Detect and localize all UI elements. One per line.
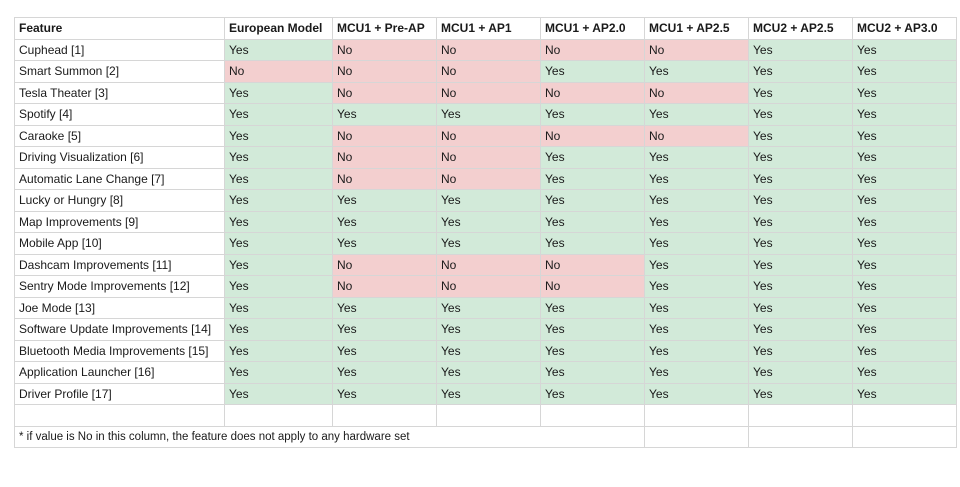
- value-cell[interactable]: Yes: [225, 362, 333, 384]
- value-cell[interactable]: Yes: [333, 383, 437, 405]
- feature-name-cell[interactable]: Smart Summon [2]: [15, 61, 225, 83]
- value-cell[interactable]: Yes: [437, 233, 541, 255]
- value-cell[interactable]: No: [437, 39, 541, 61]
- value-cell[interactable]: No: [333, 168, 437, 190]
- value-cell[interactable]: Yes: [333, 211, 437, 233]
- value-cell[interactable]: Yes: [225, 82, 333, 104]
- value-cell[interactable]: Yes: [749, 211, 853, 233]
- value-cell[interactable]: Yes: [853, 362, 957, 384]
- value-cell[interactable]: Yes: [645, 147, 749, 169]
- value-cell[interactable]: Yes: [225, 125, 333, 147]
- value-cell[interactable]: No: [333, 61, 437, 83]
- value-cell[interactable]: Yes: [225, 340, 333, 362]
- feature-name-cell[interactable]: Joe Mode [13]: [15, 297, 225, 319]
- value-cell[interactable]: Yes: [645, 254, 749, 276]
- value-cell[interactable]: Yes: [749, 61, 853, 83]
- header-mcu1-ap2-5[interactable]: MCU1 + AP2.5: [645, 18, 749, 40]
- table-row: [15, 168, 957, 190]
- value-cell[interactable]: Yes: [225, 319, 333, 341]
- blank-cell[interactable]: [645, 405, 749, 427]
- value-cell[interactable]: Yes: [749, 233, 853, 255]
- value-cell[interactable]: Yes: [541, 104, 645, 126]
- value-cell[interactable]: Yes: [541, 383, 645, 405]
- value-cell[interactable]: No: [437, 147, 541, 169]
- value-cell[interactable]: Yes: [749, 125, 853, 147]
- header-mcu2-ap3-0[interactable]: MCU2 + AP3.0: [853, 18, 957, 40]
- value-cell[interactable]: Yes: [749, 383, 853, 405]
- value-cell[interactable]: Yes: [437, 297, 541, 319]
- value-cell[interactable]: Yes: [541, 190, 645, 212]
- value-cell[interactable]: Yes: [225, 276, 333, 298]
- value-cell[interactable]: Yes: [853, 319, 957, 341]
- value-cell[interactable]: Yes: [645, 104, 749, 126]
- value-cell[interactable]: Yes: [645, 340, 749, 362]
- table-row: [15, 39, 957, 61]
- value-cell[interactable]: Yes: [437, 190, 541, 212]
- table-row: [15, 211, 957, 233]
- value-cell[interactable]: No: [333, 276, 437, 298]
- value-cell[interactable]: No: [645, 125, 749, 147]
- value-cell[interactable]: Yes: [749, 104, 853, 126]
- value-cell[interactable]: Yes: [225, 233, 333, 255]
- value-cell[interactable]: No: [541, 82, 645, 104]
- table-row: [15, 319, 957, 341]
- value-cell[interactable]: Yes: [225, 168, 333, 190]
- value-cell[interactable]: No: [333, 82, 437, 104]
- header-mcu1-pre-ap[interactable]: MCU1 + Pre-AP: [333, 18, 437, 40]
- table-row: [15, 362, 957, 384]
- table-row: [15, 233, 957, 255]
- table-row: [15, 104, 957, 126]
- value-cell[interactable]: Yes: [853, 340, 957, 362]
- value-cell[interactable]: Yes: [645, 190, 749, 212]
- feature-name-cell[interactable]: Driving Visualization [6]: [15, 147, 225, 169]
- value-cell[interactable]: No: [437, 254, 541, 276]
- feature-name-cell[interactable]: Bluetooth Media Improvements [15]: [15, 340, 225, 362]
- value-cell[interactable]: Yes: [749, 190, 853, 212]
- table-row: [15, 340, 957, 362]
- table-row: [15, 254, 957, 276]
- blank-cell[interactable]: [437, 405, 541, 427]
- table-row: [15, 125, 957, 147]
- value-cell[interactable]: Yes: [541, 362, 645, 384]
- header-european-model[interactable]: European Model: [225, 18, 333, 40]
- value-cell[interactable]: Yes: [645, 362, 749, 384]
- value-cell[interactable]: Yes: [437, 104, 541, 126]
- value-cell[interactable]: Yes: [749, 254, 853, 276]
- value-cell[interactable]: Yes: [645, 276, 749, 298]
- value-cell[interactable]: Yes: [853, 147, 957, 169]
- blank-cell[interactable]: [853, 426, 957, 448]
- header-row: [15, 18, 957, 40]
- value-cell[interactable]: No: [437, 125, 541, 147]
- value-cell[interactable]: No: [645, 82, 749, 104]
- table-row: [15, 276, 957, 298]
- feature-name-cell[interactable]: Automatic Lane Change [7]: [15, 168, 225, 190]
- table-row: [15, 383, 957, 405]
- blank-cell[interactable]: [333, 405, 437, 427]
- header-mcu1-ap2-0[interactable]: MCU1 + AP2.0: [541, 18, 645, 40]
- value-cell[interactable]: Yes: [853, 276, 957, 298]
- value-cell[interactable]: No: [437, 168, 541, 190]
- value-cell[interactable]: Yes: [225, 211, 333, 233]
- feature-name-cell[interactable]: Lucky or Hungry [8]: [15, 190, 225, 212]
- value-cell[interactable]: Yes: [541, 168, 645, 190]
- value-cell[interactable]: Yes: [333, 362, 437, 384]
- value-cell[interactable]: Yes: [333, 319, 437, 341]
- footnote-row: [15, 426, 957, 448]
- table-footer: [15, 405, 957, 448]
- value-cell[interactable]: Yes: [541, 61, 645, 83]
- value-cell[interactable]: Yes: [333, 297, 437, 319]
- value-cell[interactable]: Yes: [645, 233, 749, 255]
- feature-table: [14, 17, 957, 448]
- value-cell[interactable]: Yes: [853, 168, 957, 190]
- value-cell[interactable]: Yes: [853, 190, 957, 212]
- value-cell[interactable]: No: [541, 39, 645, 61]
- value-cell[interactable]: Yes: [853, 233, 957, 255]
- value-cell[interactable]: Yes: [645, 61, 749, 83]
- value-cell[interactable]: Yes: [853, 383, 957, 405]
- value-cell[interactable]: Yes: [225, 147, 333, 169]
- value-cell[interactable]: No: [437, 82, 541, 104]
- value-cell[interactable]: Yes: [749, 82, 853, 104]
- value-cell[interactable]: Yes: [853, 254, 957, 276]
- value-cell[interactable]: Yes: [749, 319, 853, 341]
- feature-name-cell[interactable]: Mobile App [10]: [15, 233, 225, 255]
- value-cell[interactable]: No: [225, 61, 333, 83]
- value-cell[interactable]: Yes: [437, 211, 541, 233]
- blank-cell[interactable]: [15, 405, 225, 427]
- value-cell[interactable]: No: [333, 147, 437, 169]
- value-cell[interactable]: Yes: [749, 168, 853, 190]
- value-cell[interactable]: Yes: [541, 297, 645, 319]
- value-cell[interactable]: Yes: [645, 168, 749, 190]
- value-cell[interactable]: Yes: [225, 190, 333, 212]
- feature-name-cell[interactable]: Cuphead [1]: [15, 39, 225, 61]
- blank-row: [15, 405, 957, 427]
- blank-cell[interactable]: [225, 405, 333, 427]
- blank-cell[interactable]: [749, 405, 853, 427]
- value-cell[interactable]: No: [541, 276, 645, 298]
- value-cell[interactable]: Yes: [333, 340, 437, 362]
- value-cell[interactable]: Yes: [645, 297, 749, 319]
- value-cell[interactable]: Yes: [333, 104, 437, 126]
- feature-name-cell[interactable]: Dashcam Improvements [11]: [15, 254, 225, 276]
- value-cell[interactable]: Yes: [333, 190, 437, 212]
- value-cell[interactable]: Yes: [225, 104, 333, 126]
- value-cell[interactable]: Yes: [645, 211, 749, 233]
- value-cell[interactable]: No: [541, 254, 645, 276]
- table-row: [15, 297, 957, 319]
- value-cell[interactable]: Yes: [333, 233, 437, 255]
- value-cell[interactable]: Yes: [853, 297, 957, 319]
- value-cell[interactable]: No: [437, 61, 541, 83]
- blank-cell[interactable]: [645, 426, 749, 448]
- value-cell[interactable]: No: [333, 39, 437, 61]
- value-cell[interactable]: Yes: [225, 297, 333, 319]
- value-cell[interactable]: Yes: [541, 233, 645, 255]
- value-cell[interactable]: Yes: [541, 211, 645, 233]
- header-mcu2-ap2-5[interactable]: MCU2 + AP2.5: [749, 18, 853, 40]
- value-cell[interactable]: Yes: [853, 39, 957, 61]
- value-cell[interactable]: Yes: [541, 340, 645, 362]
- value-cell[interactable]: Yes: [437, 362, 541, 384]
- footnote-cell[interactable]: * if value is No in this column, the feature does not apply to any hardware set: [15, 426, 645, 448]
- feature-name-cell[interactable]: Sentry Mode Improvements [12]: [15, 276, 225, 298]
- value-cell[interactable]: Yes: [749, 147, 853, 169]
- header-feature[interactable]: Feature: [15, 18, 225, 40]
- table-header: [15, 18, 957, 40]
- value-cell[interactable]: Yes: [853, 61, 957, 83]
- feature-name-cell[interactable]: Map Improvements [9]: [15, 211, 225, 233]
- blank-cell[interactable]: [853, 405, 957, 427]
- value-cell[interactable]: Yes: [541, 319, 645, 341]
- value-cell[interactable]: Yes: [225, 383, 333, 405]
- feature-name-cell[interactable]: Caraoke [5]: [15, 125, 225, 147]
- value-cell[interactable]: Yes: [749, 340, 853, 362]
- value-cell[interactable]: Yes: [645, 383, 749, 405]
- value-cell[interactable]: No: [645, 39, 749, 61]
- value-cell[interactable]: Yes: [853, 125, 957, 147]
- value-cell[interactable]: No: [333, 125, 437, 147]
- table-row: [15, 82, 957, 104]
- feature-name-cell[interactable]: Software Update Improvements [14]: [15, 319, 225, 341]
- value-cell[interactable]: Yes: [749, 39, 853, 61]
- value-cell[interactable]: Yes: [645, 319, 749, 341]
- value-cell[interactable]: Yes: [853, 82, 957, 104]
- value-cell[interactable]: No: [333, 254, 437, 276]
- blank-cell[interactable]: [749, 426, 853, 448]
- feature-name-cell[interactable]: Application Launcher [16]: [15, 362, 225, 384]
- value-cell[interactable]: No: [437, 276, 541, 298]
- table-body: [15, 39, 957, 405]
- table-row: [15, 61, 957, 83]
- feature-name-cell[interactable]: Spotify [4]: [15, 104, 225, 126]
- value-cell[interactable]: Yes: [541, 147, 645, 169]
- feature-name-cell[interactable]: Driver Profile [17]: [15, 383, 225, 405]
- header-mcu1-ap1[interactable]: MCU1 + AP1: [437, 18, 541, 40]
- value-cell[interactable]: Yes: [853, 211, 957, 233]
- feature-name-cell[interactable]: Tesla Theater [3]: [15, 82, 225, 104]
- table-row: [15, 147, 957, 169]
- value-cell[interactable]: Yes: [225, 254, 333, 276]
- value-cell[interactable]: Yes: [853, 104, 957, 126]
- value-cell[interactable]: Yes: [749, 297, 853, 319]
- value-cell[interactable]: Yes: [437, 340, 541, 362]
- value-cell[interactable]: Yes: [437, 319, 541, 341]
- value-cell[interactable]: Yes: [749, 276, 853, 298]
- value-cell[interactable]: Yes: [225, 39, 333, 61]
- blank-cell[interactable]: [541, 405, 645, 427]
- value-cell[interactable]: No: [541, 125, 645, 147]
- value-cell[interactable]: Yes: [437, 383, 541, 405]
- table-row: [15, 190, 957, 212]
- value-cell[interactable]: Yes: [749, 362, 853, 384]
